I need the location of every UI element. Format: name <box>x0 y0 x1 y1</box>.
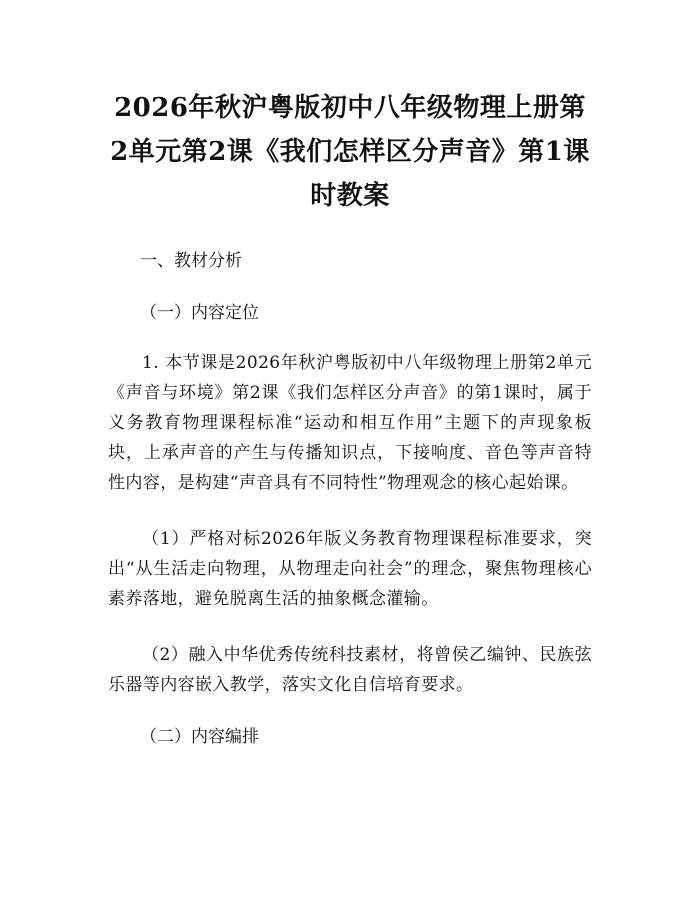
subsection-heading-content-arrangement: （二）内容编排 <box>140 727 259 747</box>
paragraph-traditional-culture: （2）融入中华优秀传统科技素材，将曾侯乙编钟、民族弦乐器等内容嵌入教学，落实文化自信培育要求。 <box>108 645 592 695</box>
section-heading-materials-analysis: 一、教材分析 <box>140 251 242 271</box>
document-title: 2026年秋沪粤版初中八年级物理上册第2单元第2课《我们怎样区分声音》第1课时教案 <box>110 93 590 211</box>
subsection-heading-content-positioning: （一）内容定位 <box>140 303 259 323</box>
paragraph-curriculum-standard: （1）严格对标2026年版义务教育物理课程标准要求，突出“从生活走向物理，从物理走向社会”的理念，聚焦物理核心素养落地，避免脱离生活的抽象概念灌输。 <box>108 529 592 609</box>
paragraph-lesson-positioning: 1. 本节课是2026年秋沪粤版初中八年级物理上册第2单元《声音与环境》第2课《我们怎样区分声音》的第1课时，属于义务教育物理课程标准“运动和相互作用”主题下的声现象板块，上承声音的产生与传播知识点，下接响度、音色等声音特性内容，是构建“声音具有不同特性”物理观念的核心起始课。 <box>108 353 592 493</box>
